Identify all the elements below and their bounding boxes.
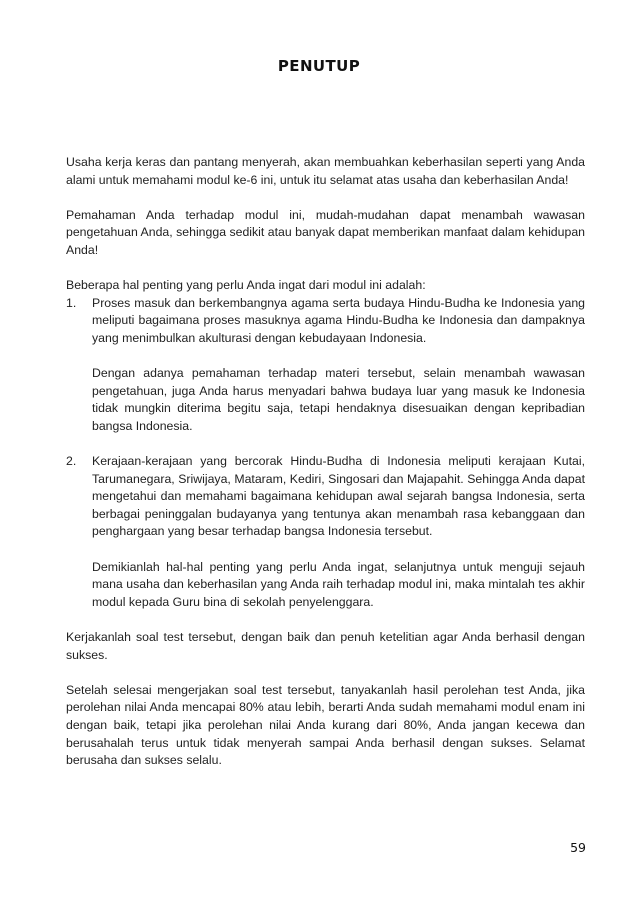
page-number: 59 (570, 840, 586, 855)
list-item-followup: Dengan adanya pemahaman terhadap materi tersebut, selain menambah wawasan pengetahuan, juga Anda harus menyadari bahwa budaya luar yang masuk ke Indonesia tidak mungkin diterima begitu saja, tetapi hendaknya disesuaikan dengan kepribadian bangsa Indonesia. (92, 366, 585, 433)
list-item-followup: Demikianlah hal-hal penting yang perlu Anda ingat, selanjutnya untuk menguji sejauh mana usaha dan keberhasilan yang Anda raih terhadap modul ini, maka mintalah tes akhir modul kepada Guru bina di sekolah penyelenggara. (92, 559, 585, 609)
paragraph-test-instruction: Kerjakanlah soal test tersebut, dengan baik dan penuh ketelitian agar Anda berhasil dengan sukses. (66, 630, 585, 662)
list-item-text: Proses masuk dan berkembangnya agama serta budaya Hindu-Budha ke Indonesia yang meliputi bagaimana proses masuknya agama Hindu-Budha ke Indonesia dan dampaknya yang menimbulkan akulturasi dengan kebudayaan Indonesia. (92, 295, 585, 345)
paragraph-intro: Usaha kerja keras dan pantang menyerah, akan membuahkan keberhasilan seperti yang Anda alami untuk memahami modul ke-6 ini, untuk itu selamat atas usaha dan keberhasilan Anda! (66, 155, 585, 187)
paragraph-understanding: Pemahaman Anda terhadap modul ini, mudah-mudahan dapat menambah wawasan pengetahuan Anda, sehingga sedikit atau banyak dapat memberikan manfaat dalam kehidupan Anda! (66, 207, 585, 257)
list-item-text: Kerajaan-kerajaan yang bercorak Hindu-Budha di Indonesia meliputi kerajaan Kutai, Tarumanegara, Sriwijaya, Mataram, Kediri, Singosari dan Majapahit. Sehingga Anda dapat mengetahui dan memahami bagaimana kehidupan awal sejarah bangsa Indonesia, serta berbagai peninggalan budayanya yang tentunya akan menambah rasa kebanggaan dan penghargaan yang besar terhadap bangsa Indonesia tersebut. (92, 454, 585, 539)
page-title: PENUTUP (277, 57, 361, 75)
paragraph-key-points-lead: Beberapa hal penting yang perlu Anda ingat dari modul ini adalah: (66, 278, 426, 293)
key-points-list (66, 295, 585, 612)
document-body (66, 154, 585, 770)
list-item-number: 1. (66, 295, 77, 310)
paragraph-test-result: Setelah selesai mengerjakan soal test tersebut, tanyakanlah hasil perolehan test Anda, jika perolehan nilai Anda mencapai 80% atau lebih, berarti Anda sudah memahami modul enam ini dengan baik, tetapi jika perolehan nilai Anda kurang dari 80%, Anda jangan kecewa dan berusahalah terus untuk tidak menyerah sampai Anda berhasil dengan sukses. Selamat berusaha dan sukses selalu. (66, 682, 585, 768)
list-item (66, 453, 585, 611)
list-item-number: 2. (66, 454, 77, 469)
list-item (66, 295, 585, 436)
